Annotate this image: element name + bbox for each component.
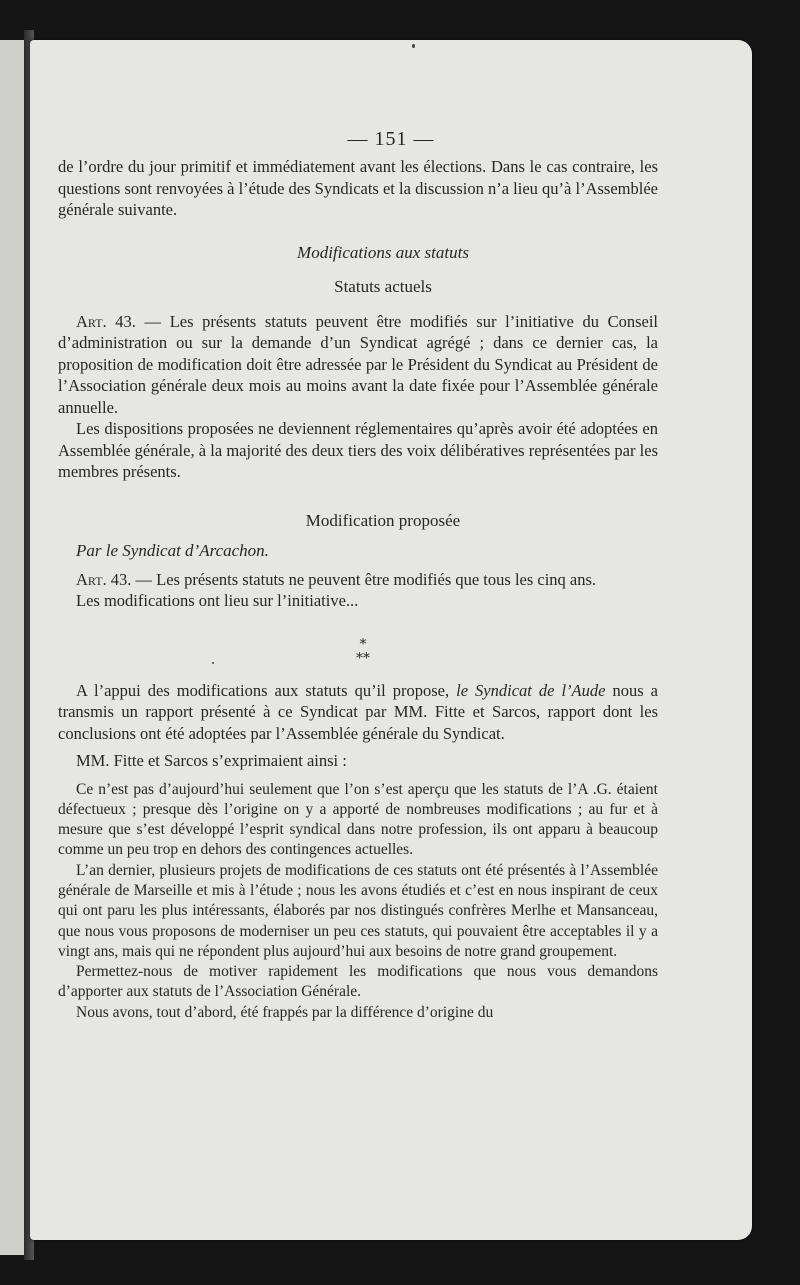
asterism-top: ⁎ [359,632,367,648]
article-43-proposed [58,569,658,591]
dispositions-paragraph: Les dispositions proposées ne deviennent réglementaires qu’après avoir été adoptées en Assemblée générale, à la majorité des deux tiers des voix délibératives représentées par les membres présents. [58,419,658,481]
speakers-line: MM. Fitte et Sarcos s’exprimaient ainsi : [76,751,347,770]
initiative-paragraph: Les modifications ont lieu sur l’initiative... [76,591,359,610]
support-text-end: nous a transmis un rapport présenté à ce Syndicat par MM. Fitte et Sarcos, rapport dont les conclusions ont été adoptées par l’Assemblée générale du Syndicat. [58,680,658,743]
page-body [58,156,658,1023]
quote-paragraph-3: Permettez-nous de motiver rapidement les modifications que nous vous demandons d’apporter aux statuts de l’Association Générale. [58,963,658,1001]
asterism-bottom: ⁎⁎ [356,646,370,662]
facing-page-edge [0,40,26,1255]
subheading-proposed-modification: Modification proposée [305,510,461,530]
article-label: Art. 43. [76,311,136,331]
page-number: — 151 — [347,128,435,150]
support-paragraph [58,680,658,745]
article-label-2: Art. 43. [76,569,132,589]
support-syndicate-name: le Syndicat de l’Aude [456,680,606,700]
quote-paragraph-1: Ce n’est pas d’aujourd’hui seulement que l’on s’est aperçu que les statuts de l’A .G. étaient défectueux ; presque dès l’origine on y a apporté de nombreuses modifications ; au fur et à mesure que s’est développé l’esprit syndical dans notre profession, ils ont apparu à beaucoup comme un peu trop en dehors des contingences actuelles. [58,780,658,859]
subheading-current-statutes: Statuts actuels [334,276,432,296]
proposer-line: Par le Syndicat d’Arcachon. [76,540,269,560]
section-heading-modifications: Modifications aux statuts [297,242,469,262]
paper-speck [412,44,415,48]
quote-paragraph-4: Nous avons, tout d’abord, été frappés par la différence d’origine du [76,1003,494,1021]
paper-speck [212,662,214,664]
book-page [30,40,752,1240]
article-43-current-text: — Les présents statuts peuvent être modifiés sur l’initiative du Conseil d’administration ou sur la demande d’un Syndicat agrégé ; dans ce dernier cas, la proposition de modification doit être adressée par le Président du Syndicat au Président de l’Association générale deux mois au moins avant la date fixée pour l’Assemblée générale annuelle. [58,311,659,417]
quote-paragraph-2: L’an dernier, plusieurs projets de modifications de ces statuts ont été présentés à l’Assemblée générale de Marseille et mis à l’étude ; nous les avons étudiés et c’est en nous inspirant de ceux qui ont paru les plus intéressants, élaborés par nos distingués confrères Merlhe et Mansanceau, que nous vous proposons de moderniser un peu ces statuts, qui pouvaient être acceptables il y a vingt ans, mais qui ne répondent plus aujourd’hui aux besoins de notre grand groupement. [58,861,658,960]
article-43-proposed-text: — Les présents statuts ne peuvent être modifiés que tous les cinq ans. [131,569,597,589]
article-43-current [58,311,658,419]
asterism-separator [58,634,658,662]
continued-paragraph: de l’ordre du jour primitif et immédiatement avant les élections. Dans le cas contraire, les questions sont renvoyées à l’étude des Syndicats et la discussion n’a lieu qu’à l’Assemblée générale suivante. [58,157,658,219]
support-text-start: A l’appui des modifications aux statuts qu’il propose, [76,680,457,700]
